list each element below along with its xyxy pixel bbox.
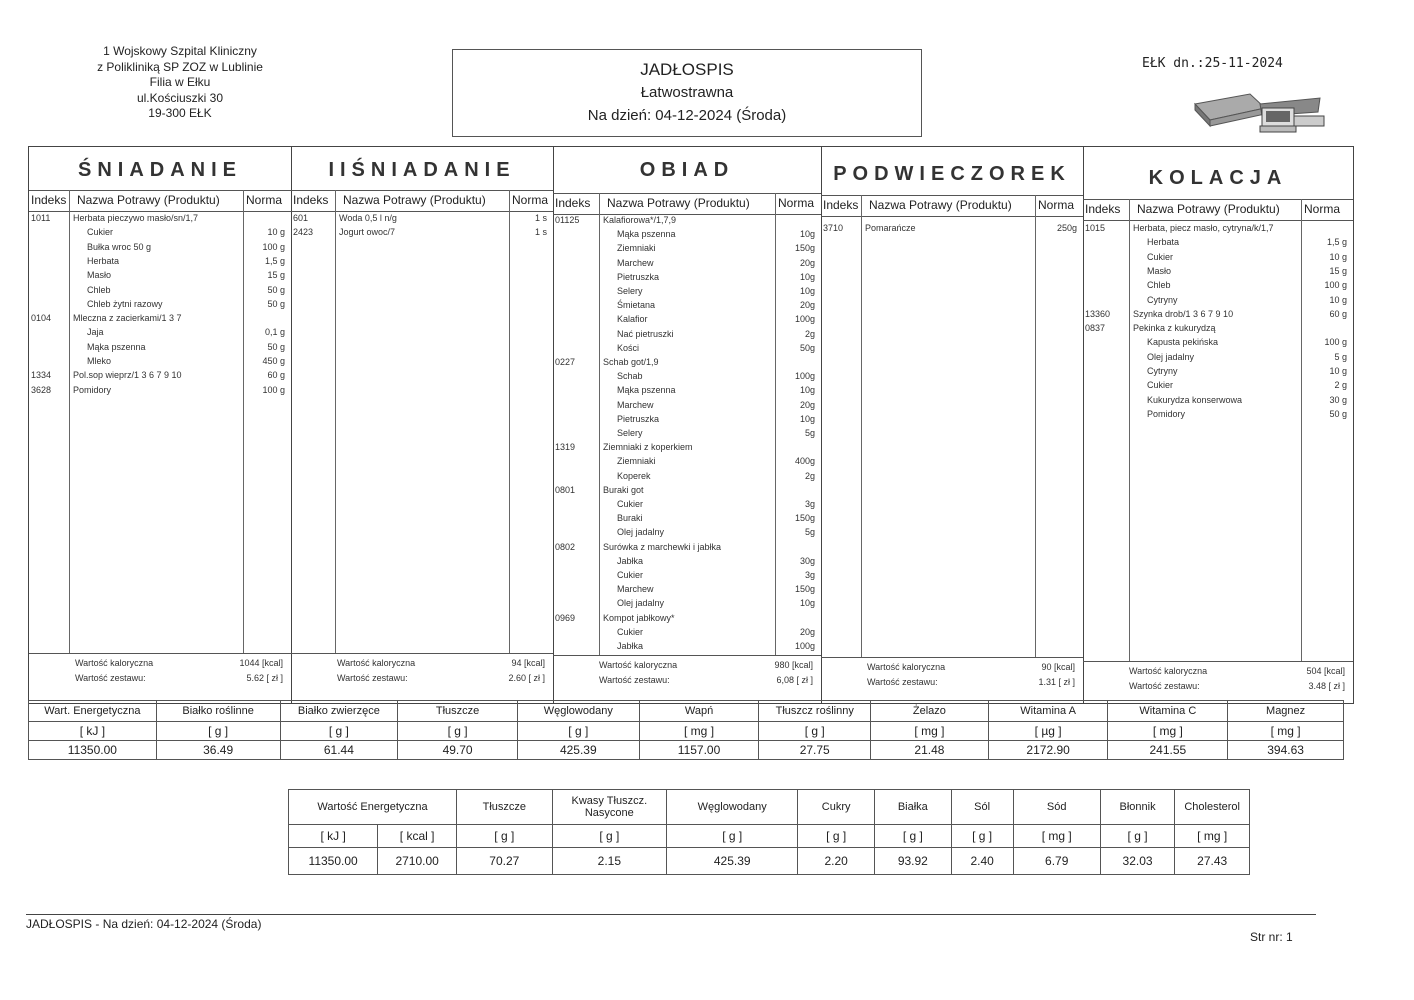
row-norm: 1,5 g: [1326, 237, 1347, 248]
kcal-label: Wartość kaloryczna: [599, 660, 678, 670]
row-norm: 1,5 g: [264, 255, 285, 266]
hospital-line: z Polikliniką SP ZOZ w Lublinie: [97, 59, 263, 74]
document-title: JADŁOSPIS: [640, 60, 734, 79]
row-name: Marchew: [617, 257, 654, 268]
row-norm: 50 g: [267, 284, 285, 295]
row-name: Selery: [617, 286, 643, 296]
nutrition-cell: 394.63: [1228, 741, 1344, 760]
row-index: 1334: [31, 370, 52, 381]
column-divider: [861, 195, 862, 657]
row-norm: 20g: [799, 626, 815, 637]
row-name: Pekinka z kukurydzą: [1133, 323, 1216, 334]
meal-summary: [821, 657, 1083, 694]
row-name: Marchew: [617, 399, 654, 410]
cost-value: 1.31 [ zł ]: [1038, 677, 1075, 687]
meal-column-2: [553, 147, 822, 703]
row-index: 1011: [31, 213, 51, 223]
nutrition-cell: [ µg ]: [988, 722, 1108, 741]
nutrition-cell: 11350.00: [29, 741, 157, 760]
row-norm: 400g: [794, 456, 815, 467]
meal-title: OBIAD: [639, 159, 735, 181]
page-number: Str nr: 1: [1250, 930, 1293, 944]
nutrition-header: Białka: [875, 790, 952, 825]
row-name: Pomidory: [73, 384, 112, 395]
nutrition-cell: Żelazo: [871, 701, 989, 722]
column-divider: [509, 190, 510, 653]
row-name: Mąka pszenna: [617, 229, 676, 240]
nutrition-row: [289, 848, 1250, 875]
row-index: 0227: [555, 357, 576, 367]
row-norm: 10 g: [1329, 251, 1347, 262]
nutrition-header: Cukry: [798, 790, 875, 825]
row-norm: 60 g: [267, 370, 285, 381]
nutrition-cell: [ kJ ]: [29, 722, 157, 741]
row-index: 0104: [31, 313, 52, 324]
nutrition-cell: Wapń: [639, 701, 759, 722]
nutrition-cell: 32.03: [1100, 848, 1175, 875]
row-name: Kapusta pekińska: [1147, 337, 1219, 348]
kcal-label: Wartość kaloryczna: [1129, 666, 1208, 676]
nutrition-header: Błonnik: [1100, 790, 1175, 825]
row-norm: 100 g: [1324, 337, 1347, 348]
header-index: Indeks: [555, 196, 591, 210]
row-norm: 100 g: [262, 384, 285, 395]
row-name: Masło: [87, 270, 112, 281]
diet-name: Łatwostrawna: [640, 84, 734, 101]
footer-divider: [26, 914, 1316, 915]
row-norm: 100 g: [1324, 280, 1347, 291]
row-norm: 2 g: [1334, 380, 1347, 391]
row-name: Pietruszka: [617, 271, 660, 282]
row-name: Chleb: [1147, 280, 1171, 291]
row-norm: 50 g: [267, 341, 285, 352]
column-header: [1083, 199, 1353, 221]
row-name: Masło: [1147, 265, 1172, 276]
kcal-label: Wartość kaloryczna: [867, 662, 946, 672]
row-index: 1319: [555, 442, 576, 453]
meal-summary: [1083, 661, 1353, 698]
row-name: Mąka pszenna: [87, 341, 146, 352]
meal-summary: [291, 653, 553, 690]
nutrition-cell: [ kJ ]: [289, 825, 378, 848]
nutrition-row: [29, 701, 1344, 722]
row-norm: 10 g: [267, 227, 285, 238]
column-divider: [1129, 199, 1130, 661]
nutrition-cell: [ g ]: [280, 722, 398, 741]
nutrition-cell: [ g ]: [759, 722, 871, 741]
nutrition-cell: [ mg ]: [1228, 722, 1344, 741]
row-name: Jabłka: [617, 641, 644, 651]
row-name: Pol.sop wieprz/1 3 6 7 9 10: [73, 370, 182, 381]
meal-title: PODWIECZOREK: [833, 163, 1071, 185]
nutrition-cell: Wart. Energetyczna: [29, 701, 157, 722]
cost-value: 6,08 [ zł ]: [776, 675, 813, 685]
row-name: Chleb żytni razowy: [87, 298, 163, 309]
row-norm: 10g: [799, 385, 815, 396]
nutrition-cell: [ mg ]: [871, 722, 989, 741]
nutrition-cell: 2.15: [552, 848, 666, 875]
header-norm: Norma: [1038, 198, 1075, 212]
row-norm: 20g: [799, 257, 815, 268]
row-norm: 20g: [799, 399, 815, 410]
nutrition-cell: 21.48: [871, 741, 989, 760]
row-index: 1015: [1085, 223, 1106, 233]
header-index: Indeks: [1085, 202, 1121, 216]
column-divider: [599, 193, 600, 655]
row-norm: 20g: [799, 300, 815, 311]
row-norm: 2g: [804, 328, 815, 339]
row-name: Ziemniaki: [617, 243, 656, 254]
row-norm: 60 g: [1329, 308, 1347, 319]
nutrition-cell: [ mg ]: [1013, 825, 1100, 848]
nutrition-cell: Witamina A: [988, 701, 1108, 722]
row-name: Olej jadalny: [617, 598, 665, 609]
meal-column-3: [821, 147, 1084, 703]
row-name: Schab got/1,9: [603, 357, 659, 367]
nutrition-cell: [ kcal ]: [378, 825, 457, 848]
row-norm: 10g: [799, 413, 815, 424]
header-index: Indeks: [293, 193, 329, 207]
row-name: Jaja: [87, 327, 104, 338]
row-norm: 100g: [794, 641, 815, 651]
header-name: Nazwa Potrawy (Produktu): [869, 198, 1012, 212]
row-norm: 10g: [799, 286, 815, 296]
row-index: 01125: [555, 215, 580, 225]
row-name: Cytryny: [1147, 294, 1178, 305]
row-name: Śmietana: [617, 300, 656, 311]
nutrition-cell: 27.43: [1175, 848, 1250, 875]
row-norm: 50g: [799, 342, 815, 353]
nutrition-cell: 2172.90: [988, 741, 1108, 760]
row-norm: 50 g: [1329, 408, 1347, 419]
row-name: Cukier: [1147, 251, 1174, 262]
footer-title: JADŁOSPIS - Na dzień: 04-12-2024 (Środa): [26, 917, 262, 931]
row-index: 3628: [31, 384, 52, 395]
row-name: Selery: [617, 428, 643, 438]
nutrition-header: Kwasy Tłuszcz. Nasycone: [552, 790, 666, 825]
row-norm: 5g: [804, 527, 815, 538]
row-name: Schab: [617, 371, 643, 382]
title-box: [452, 49, 922, 137]
nutrition-row: [29, 741, 1344, 760]
nutrition-cell: [ mg ]: [639, 722, 759, 741]
row-norm: 2g: [804, 470, 815, 481]
nutrition-cell: [ g ]: [398, 722, 518, 741]
row-norm: 100g: [794, 314, 815, 325]
row-name: Mleczna z zacierkami/1 3 7: [73, 313, 182, 324]
nutrition-table-2: [288, 789, 1250, 875]
row-norm: 15 g: [267, 270, 285, 281]
row-norm: 15 g: [1329, 265, 1347, 276]
nutrition-header: Węglowodany: [667, 790, 798, 825]
hospital-line: Filia w Ełku: [149, 75, 211, 89]
header-name: Nazwa Potrawy (Produktu): [77, 193, 220, 207]
row-name: Kukurydza konserwowa: [1147, 394, 1243, 405]
column-divider: [1301, 199, 1302, 661]
row-name: Chleb: [87, 284, 111, 295]
cost-value: 2.60 [ zł ]: [508, 673, 545, 683]
row-norm: 1 s: [534, 227, 547, 238]
cost-value: 3.48 [ zł ]: [1308, 681, 1345, 691]
row-name: Olej jadalny: [1147, 351, 1195, 362]
row-name: Kalafior: [617, 314, 648, 325]
header-index: Indeks: [31, 193, 67, 207]
print-date: EŁK dn.:25-11-2024: [1142, 56, 1283, 71]
row-name: Ziemniaki: [617, 456, 656, 467]
nutrition-header: Sód: [1013, 790, 1100, 825]
meals-table: [28, 146, 1354, 704]
header-name: Nazwa Potrawy (Produktu): [1137, 202, 1280, 216]
row-name: Buraki got: [603, 484, 644, 495]
nutrition-cell: 93.92: [875, 848, 952, 875]
row-name: Herbata, piecz masło, cytryna/k/1,7: [1133, 223, 1274, 233]
cost-label: Wartość zestawu:: [75, 673, 146, 683]
meal-title: ŚNIADANIE: [77, 159, 242, 181]
nutrition-cell: 1157.00: [639, 741, 759, 760]
row-index: 0837: [1085, 323, 1106, 334]
row-name: Jabłka: [617, 555, 644, 566]
row-name: Pietruszka: [617, 413, 660, 424]
column-header: [291, 190, 553, 212]
row-index: 3710: [823, 223, 844, 233]
header-norm: Norma: [1304, 202, 1341, 216]
nutrition-header: Sól: [951, 790, 1013, 825]
nutrition-cell: 36.49: [156, 741, 280, 760]
row-index: 0802: [555, 541, 576, 552]
nutrition-cell: [ g ]: [1100, 825, 1175, 848]
row-index: 0801: [555, 484, 576, 495]
nutrition-cell: Białko zwierzęce: [280, 701, 398, 722]
row-norm: 100 g: [262, 241, 285, 252]
cost-value: 5.62 [ zł ]: [246, 673, 283, 683]
row-name: Cytryny: [1147, 366, 1178, 376]
nutrition-cell: 425.39: [517, 741, 639, 760]
nutrition-cell: [ mg ]: [1175, 825, 1250, 848]
nutrition-cell: 70.27: [457, 848, 553, 875]
nutrition-cell: [ mg ]: [1108, 722, 1228, 741]
row-name: Jogurt owoc/7: [339, 227, 396, 238]
row-index: 2423: [293, 227, 314, 238]
nutrition-cell: [ g ]: [875, 825, 952, 848]
column-divider: [775, 193, 776, 655]
row-name: Surówka z marchewki i jabłka: [603, 541, 722, 552]
row-norm: 250g: [1056, 223, 1077, 233]
nutrition-cell: [ g ]: [667, 825, 798, 848]
meal-summary: [29, 653, 291, 690]
row-norm: 30 g: [1329, 394, 1347, 405]
row-name: Cukier: [617, 626, 644, 637]
row-norm: 150g: [794, 584, 815, 595]
nutrition-cell: Tłuszcz roślinny: [759, 701, 871, 722]
cost-label: Wartość zestawu:: [1129, 681, 1200, 691]
row-norm: 450 g: [262, 356, 285, 366]
row-norm: 5 g: [1334, 351, 1347, 362]
meal-title: IIŚNIADANIE: [328, 159, 516, 181]
row-name: Buraki: [617, 513, 643, 524]
row-name: Kości: [617, 342, 640, 353]
column-divider: [243, 190, 244, 653]
kcal-value: 94 [kcal]: [511, 658, 545, 668]
nutrition-cell: Magnez: [1228, 701, 1344, 722]
nutrition-cell: [ g ]: [156, 722, 280, 741]
header-norm: Norma: [246, 193, 283, 207]
row-name: Pomidory: [1147, 408, 1186, 419]
nutrition-cell: [ g ]: [457, 825, 553, 848]
column-divider: [69, 190, 70, 653]
hospital-line: ul.Kościuszki 30: [136, 90, 224, 105]
cost-label: Wartość zestawu:: [599, 675, 670, 685]
row-norm: 10g: [799, 271, 815, 282]
cost-label: Wartość zestawu:: [867, 677, 938, 687]
row-norm: 150g: [794, 513, 815, 524]
row-name: Kalafiorowa*/1,7,9: [603, 215, 677, 225]
row-index: 13360: [1085, 308, 1111, 319]
hospital-line: 1 Wojskowy Szpital Kliniczny: [103, 44, 257, 58]
nutrition-cell: 425.39: [667, 848, 798, 875]
nutrition-cell: [ g ]: [517, 722, 639, 741]
nutrition-row: [29, 722, 1344, 741]
nutrition-cell: [ g ]: [552, 825, 666, 848]
row-norm: 3g: [804, 499, 815, 509]
row-index: 601: [293, 213, 309, 223]
column-divider: [335, 190, 336, 653]
nutrition-cell: 2.20: [798, 848, 875, 875]
column-header: [553, 193, 821, 215]
row-name: Cukier: [617, 499, 644, 509]
row-index: 0969: [555, 612, 576, 623]
nutrition-cell: Tłuszcze: [398, 701, 518, 722]
row-norm: 30g: [799, 555, 815, 566]
nutrition-row: [289, 825, 1250, 848]
book-computer-icon: [1190, 86, 1330, 136]
kcal-value: 90 [kcal]: [1041, 662, 1075, 672]
nutrition-cell: 27.75: [759, 741, 871, 760]
nutrition-cell: [ g ]: [951, 825, 1013, 848]
row-name: Koperek: [617, 470, 651, 481]
row-name: Kompot jabłkowy*: [603, 612, 675, 623]
nutrition-cell: 11350.00: [289, 848, 378, 875]
row-name: Woda 0,5 l n/g: [339, 213, 397, 223]
menu-date: Na dzień: 04-12-2024 (Środa): [587, 107, 787, 124]
row-norm: 10 g: [1329, 294, 1347, 305]
meal-column-4: [1083, 147, 1353, 703]
hospital-address: [60, 44, 300, 122]
row-name: Cukier: [617, 570, 644, 580]
header-norm: Norma: [778, 196, 815, 210]
row-name: Herbata: [1147, 237, 1180, 248]
nutrition-cell: Białko roślinne: [156, 701, 280, 722]
row-norm: 10g: [799, 598, 815, 609]
row-name: Herbata pieczywo masło/sn/1,7: [73, 213, 199, 223]
kcal-label: Wartość kaloryczna: [75, 658, 154, 668]
row-norm: 5g: [804, 428, 815, 438]
row-name: Cukier: [87, 227, 114, 238]
nutrition-cell: 6.79: [1013, 848, 1100, 875]
energy-header: Wartość Energetyczna: [289, 790, 457, 825]
hospital-line: 19-300 EŁK: [148, 106, 212, 120]
header-norm: Norma: [512, 193, 549, 207]
kcal-value: 504 [kcal]: [1306, 666, 1345, 676]
kcal-value: 1044 [kcal]: [239, 658, 283, 668]
meal-column-1: [291, 147, 554, 703]
nutrition-cell: 2710.00: [378, 848, 457, 875]
nutrition-table-1: [28, 700, 1344, 760]
header-index: Indeks: [823, 198, 859, 212]
nutrition-header: Tłuszcze: [457, 790, 553, 825]
nutrition-cell: 241.55: [1108, 741, 1228, 760]
row-norm: 50 g: [267, 298, 285, 309]
row-name: Cukier: [1147, 380, 1174, 391]
column-divider: [1035, 195, 1036, 657]
meal-column-0: [29, 147, 292, 703]
row-name: Herbata: [87, 255, 120, 266]
row-norm: 10g: [799, 229, 815, 240]
row-name: Nać pietruszki: [617, 328, 674, 339]
row-name: Marchew: [617, 584, 654, 595]
header-name: Nazwa Potrawy (Produktu): [607, 196, 750, 210]
nutrition-cell: 2.40: [951, 848, 1013, 875]
nutrition-cell: [ g ]: [798, 825, 875, 848]
nutrition-cell: 49.70: [398, 741, 518, 760]
nutrition-header: Cholesterol: [1175, 790, 1250, 825]
row-norm: 150g: [794, 243, 815, 254]
row-norm: 100g: [794, 371, 815, 382]
row-name: Szynka drob/1 3 6 7 9 10: [1133, 308, 1234, 319]
row-name: Mąka pszenna: [617, 385, 676, 396]
nutrition-header-row: [289, 790, 1250, 825]
meal-title: KOLACJA: [1148, 167, 1288, 189]
row-norm: 1 s: [534, 213, 547, 223]
row-name: Mleko: [87, 356, 112, 366]
row-norm: 0,1 g: [264, 327, 285, 338]
header-name: Nazwa Potrawy (Produktu): [343, 193, 486, 207]
meal-summary: [553, 655, 821, 692]
row-norm: 10 g: [1329, 366, 1347, 376]
row-name: Ziemniaki z koperkiem: [603, 442, 693, 453]
row-name: Pomarańcze: [865, 223, 916, 233]
row-name: Bułka wroc 50 g: [87, 241, 152, 252]
cost-label: Wartość zestawu:: [337, 673, 408, 683]
kcal-label: Wartość kaloryczna: [337, 658, 416, 668]
nutrition-cell: Witamina C: [1108, 701, 1228, 722]
nutrition-cell: Węglowodany: [517, 701, 639, 722]
row-norm: 3g: [804, 570, 815, 580]
kcal-value: 980 [kcal]: [774, 660, 813, 670]
nutrition-cell: 61.44: [280, 741, 398, 760]
row-name: Olej jadalny: [617, 527, 665, 538]
